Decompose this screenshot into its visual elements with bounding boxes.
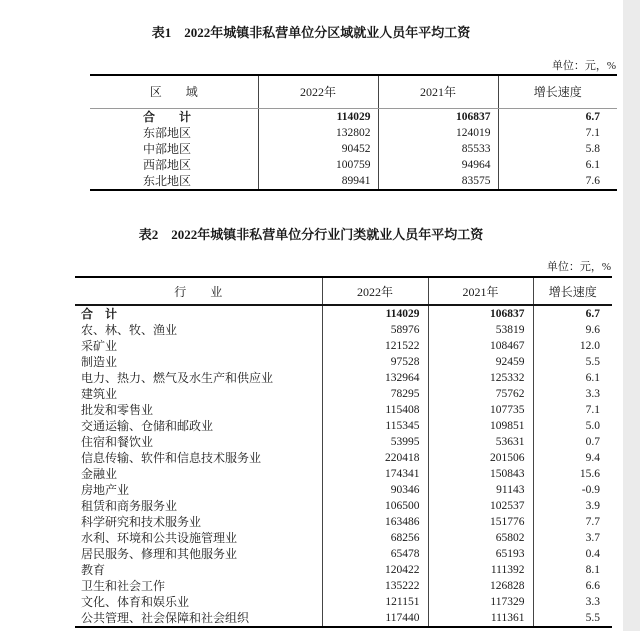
value-2022-cell: 174341	[322, 466, 428, 482]
growth-cell: 5.0	[533, 418, 612, 434]
growth-cell: 7.1	[498, 125, 617, 141]
table-row	[75, 322, 612, 338]
industry-label-cell: 合 计	[81, 307, 118, 321]
row-label-cell: 农、林、牧、渔业	[81, 323, 178, 337]
growth-cell: 12.0	[533, 338, 612, 354]
table1-title: 表1 2022年城镇非私营单位分区域就业人员年平均工资	[151, 25, 471, 40]
table-row	[90, 173, 617, 190]
table-row	[75, 434, 612, 450]
value-2021-cell: 75762	[428, 386, 533, 402]
growth-cell: 8.1	[533, 562, 612, 578]
value-2021-cell: 111361	[428, 610, 533, 627]
row-label-cell: 房地产业	[81, 483, 130, 497]
growth-cell: 6.1	[533, 370, 612, 386]
value-2021-cell: 109851	[428, 418, 533, 434]
table-row	[75, 610, 612, 627]
table2-unit-label: 单位：元，%	[546, 261, 611, 273]
growth-cell: 6.1	[498, 157, 617, 173]
value-2022-cell: 68256	[322, 530, 428, 546]
row-label-cell: 电力、热力、燃气及水生产和供应业	[81, 371, 274, 385]
value-2022-cell: 117440	[322, 610, 428, 627]
value-2022-cell: 78295	[322, 386, 428, 402]
value-2022-cell: 132964	[322, 370, 428, 386]
row-label-cell: 交通运输、仓储和邮政业	[81, 419, 214, 433]
value-2021-cell: 102537	[428, 498, 533, 514]
table2-total-row	[75, 305, 612, 322]
table-row	[75, 338, 612, 354]
row-label-cell: 卫生和社会工作	[81, 579, 166, 593]
value-2022-cell: 121151	[322, 594, 428, 610]
row-label-cell: 制造业	[81, 355, 118, 369]
table-row	[75, 530, 612, 546]
row-label-cell: 信息传输、软件和信息技术服务业	[81, 451, 262, 465]
growth-cell: 6.7	[498, 108, 617, 125]
row-label-cell: 西部地区	[143, 157, 192, 172]
value-2021-cell: 107735	[428, 402, 533, 418]
value-2021-cell: 92459	[428, 354, 533, 370]
row-label-cell: 科学研究和技术服务业	[81, 515, 202, 529]
row-label-cell: 中部地区	[143, 141, 192, 156]
growth-cell: 7.1	[533, 402, 612, 418]
value-2021-cell: 111392	[428, 562, 533, 578]
table-row	[75, 562, 612, 578]
row-label-cell: 租赁和商务服务业	[81, 499, 178, 513]
col-header-industry: 行 业	[75, 277, 322, 305]
table-row	[75, 450, 612, 466]
col-header-2022: 2022年	[322, 277, 428, 305]
table2-header-row	[75, 277, 612, 305]
row-label-cell: 居民服务、修理和其他服务业	[81, 547, 238, 561]
value-2021-cell: 124019	[378, 125, 498, 141]
value-2021-cell: 65802	[428, 530, 533, 546]
growth-cell: -0.9	[533, 482, 612, 498]
row-label-cell: 文化、体育和娱乐业	[81, 595, 190, 609]
value-2022-cell: 115345	[322, 418, 428, 434]
growth-cell: 3.3	[533, 386, 612, 402]
value-2022-cell: 220418	[322, 450, 428, 466]
table-row	[75, 514, 612, 530]
table-row	[75, 546, 612, 562]
value-2022-cell: 90346	[322, 482, 428, 498]
table-row	[75, 418, 612, 434]
region-label-cell: 合 计	[143, 109, 192, 124]
table-row	[75, 386, 612, 402]
value-2022-cell: 97528	[322, 354, 428, 370]
table1-total-row	[90, 108, 617, 125]
value-2022-cell: 90452	[258, 141, 378, 157]
value-2022-cell: 132802	[258, 125, 378, 141]
value-2021-cell: 201506	[428, 450, 533, 466]
table1-unit-label: 单位：元，%	[551, 60, 616, 72]
value-2022-cell: 100759	[258, 157, 378, 173]
growth-cell: 9.4	[533, 450, 612, 466]
value-2021-cell: 85533	[378, 141, 498, 157]
value-2021-cell: 83575	[378, 173, 498, 190]
value-2022-cell: 163486	[322, 514, 428, 530]
table-row	[75, 578, 612, 594]
value-2022-cell: 65478	[322, 546, 428, 562]
region-wage-table	[90, 74, 617, 191]
value-2021-cell: 65193	[428, 546, 533, 562]
table-row	[90, 141, 617, 157]
row-label-cell: 批发和零售业	[81, 403, 154, 417]
value-2021-cell: 126828	[428, 578, 533, 594]
growth-cell: 5.5	[533, 354, 612, 370]
col-header-2022: 2022年	[258, 75, 378, 108]
table2-title: 表2 2022年城镇非私营单位分行业门类就业人员年平均工资	[138, 227, 484, 242]
value-2022-cell: 120422	[322, 562, 428, 578]
value-2021-cell: 53631	[428, 434, 533, 450]
table-row	[90, 157, 617, 173]
col-header-2021: 2021年	[378, 75, 498, 108]
row-label-cell: 住宿和餐饮业	[81, 435, 154, 449]
table-row	[75, 594, 612, 610]
col-header-growth: 增长速度	[498, 75, 617, 108]
value-2022-cell: 135222	[322, 578, 428, 594]
growth-cell: 15.6	[533, 466, 612, 482]
value-2021-cell: 151776	[428, 514, 533, 530]
table-row	[75, 466, 612, 482]
row-label-cell: 采矿业	[81, 339, 118, 353]
industry-wage-table	[75, 276, 612, 628]
growth-cell: 5.8	[498, 141, 617, 157]
growth-cell: 9.6	[533, 322, 612, 338]
table1-header-row	[90, 75, 617, 108]
table-row	[75, 498, 612, 514]
row-label-cell: 公共管理、社会保障和社会组织	[81, 611, 250, 625]
table-row	[75, 354, 612, 370]
value-2022-cell: 89941	[258, 173, 378, 190]
row-label-cell: 教育	[81, 563, 106, 577]
row-label-cell: 建筑业	[81, 387, 118, 401]
value-2022-cell: 106500	[322, 498, 428, 514]
value-2022-cell: 114029	[258, 108, 378, 125]
col-header-2021: 2021年	[428, 277, 533, 305]
value-2021-cell: 117329	[428, 594, 533, 610]
value-2022-cell: 58976	[322, 322, 428, 338]
growth-cell: 5.5	[533, 610, 612, 627]
row-label-cell: 水利、环境和公共设施管理业	[81, 531, 238, 545]
value-2021-cell: 106837	[428, 305, 533, 322]
row-label-cell: 金融业	[81, 467, 118, 481]
col-header-growth: 增长速度	[533, 277, 612, 305]
growth-cell: 6.6	[533, 578, 612, 594]
value-2022-cell: 53995	[322, 434, 428, 450]
row-label-cell: 东部地区	[143, 125, 192, 140]
value-2021-cell: 150843	[428, 466, 533, 482]
table-row	[90, 125, 617, 141]
value-2021-cell: 91143	[428, 482, 533, 498]
value-2021-cell: 53819	[428, 322, 533, 338]
growth-cell: 0.7	[533, 434, 612, 450]
value-2022-cell: 121522	[322, 338, 428, 354]
value-2021-cell: 125332	[428, 370, 533, 386]
growth-cell: 7.6	[498, 173, 617, 190]
growth-cell: 0.4	[533, 546, 612, 562]
value-2022-cell: 114029	[322, 305, 428, 322]
row-label-cell: 东北地区	[143, 173, 192, 188]
value-2021-cell: 94964	[378, 157, 498, 173]
value-2021-cell: 108467	[428, 338, 533, 354]
table-row	[75, 370, 612, 386]
value-2022-cell: 115408	[322, 402, 428, 418]
table-row	[75, 402, 612, 418]
page-right-margin	[623, 0, 640, 631]
growth-cell: 3.9	[533, 498, 612, 514]
growth-cell: 7.7	[533, 514, 612, 530]
growth-cell: 3.3	[533, 594, 612, 610]
value-2021-cell: 106837	[378, 108, 498, 125]
col-header-region: 区 域	[90, 75, 258, 108]
growth-cell: 6.7	[533, 305, 612, 322]
table-row	[75, 482, 612, 498]
growth-cell: 3.7	[533, 530, 612, 546]
